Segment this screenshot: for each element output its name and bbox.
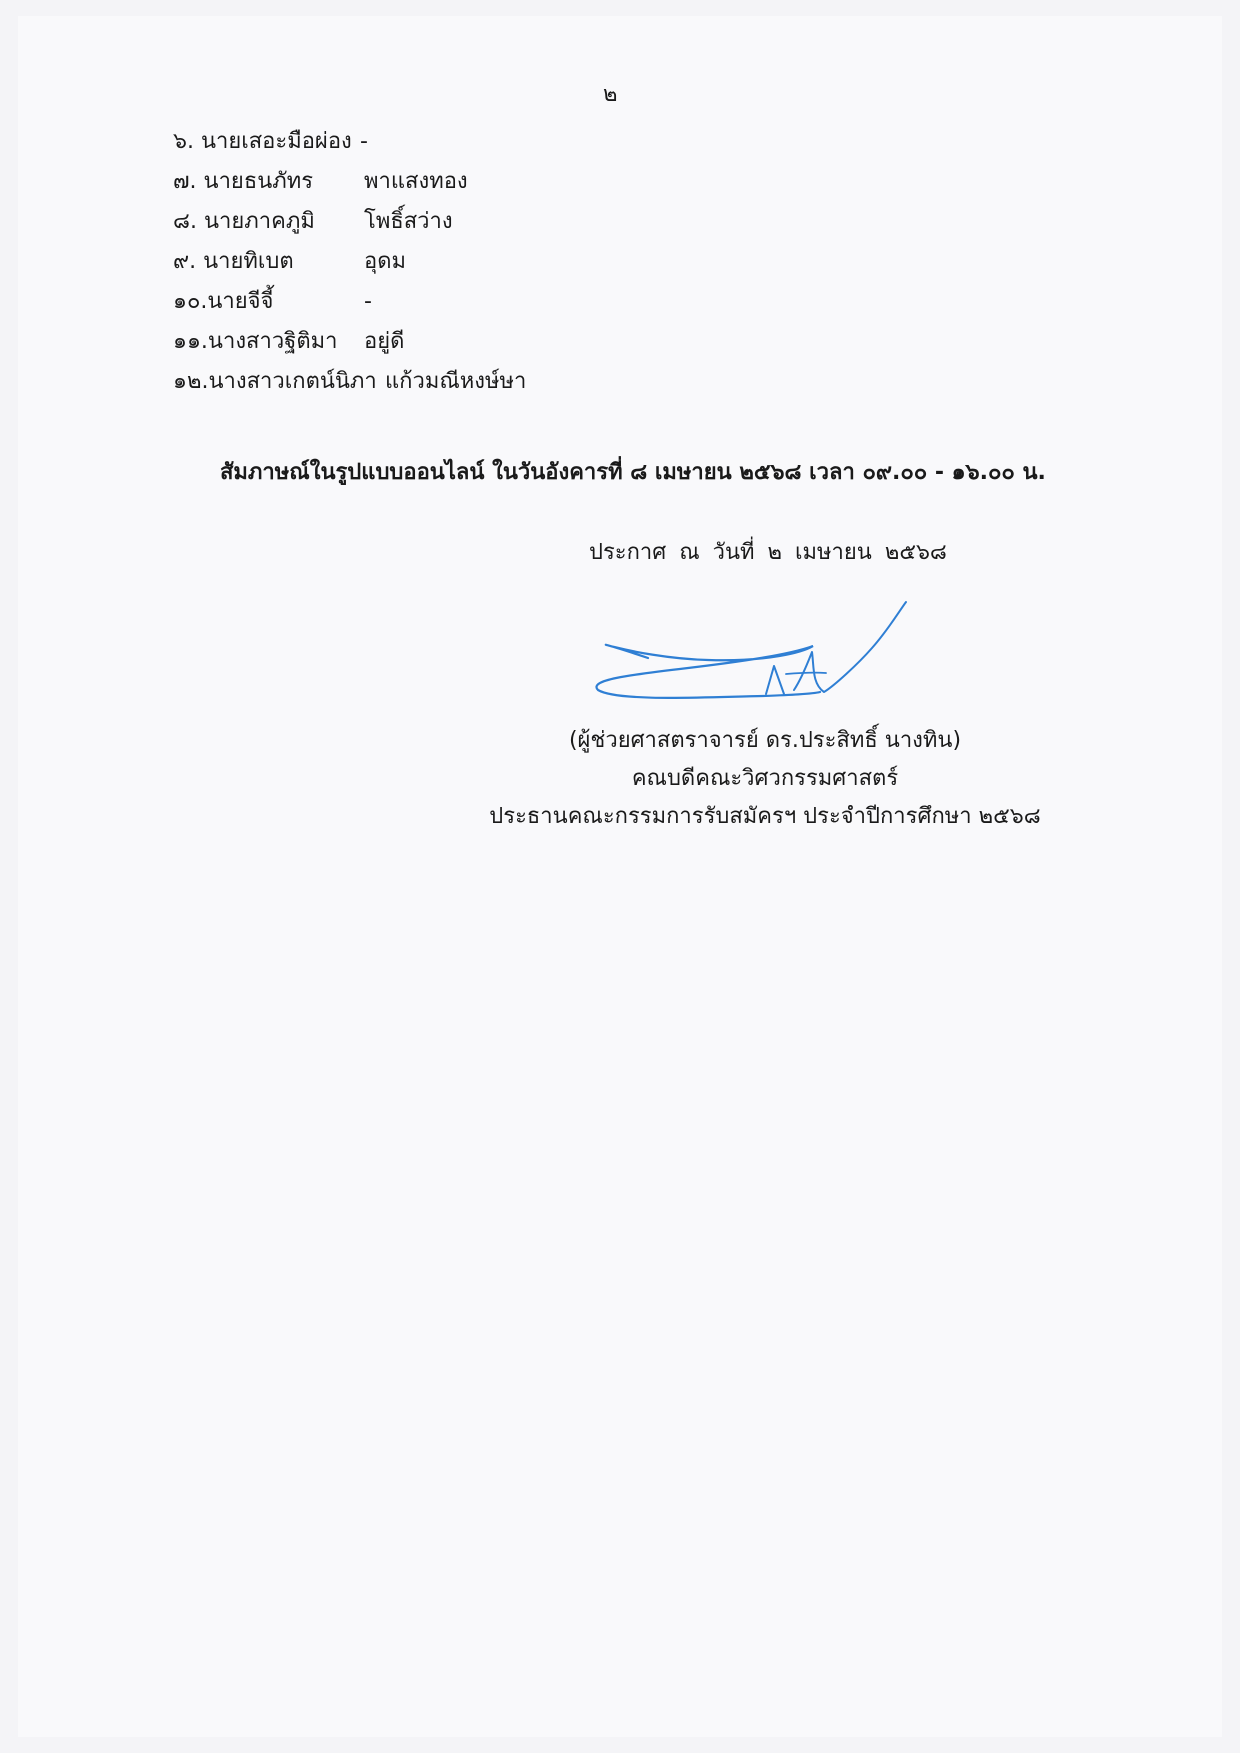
candidate-name: ๑๐.นายจีจี้ [173,289,274,314]
candidate-name: ๙. นายทิเบต [173,249,294,274]
signatory-position: คณบดีคณะวิศวกรรมศาสตร์ [631,766,899,791]
candidate-list [173,122,773,402]
handwritten-signature [588,600,908,710]
signatory-name: (ผู้ช่วยศาสตราจารย์ ดร.ประสิทธิ์ นางทิน) [568,728,962,753]
candidate-name: ๘. นายภาคภูมิ [173,209,315,234]
signature-letter-stroke [766,666,784,694]
candidate-row [173,162,773,202]
candidate-name: ๑๒.นางสาวเกตน์นิภา [173,369,377,394]
candidate-surname: พาแสงทอง [364,169,468,194]
candidate-surname: - [364,289,372,314]
signature-block [460,722,1070,836]
candidate-row [173,242,773,282]
candidate-surname: แก้วมณีหงษ์ษา [385,369,527,394]
candidate-row [173,202,773,242]
candidate-row [173,322,773,362]
signatory-role: ประธานคณะกรรมการรับสมัครฯ ประจำปีการศึกษา ๒๕๖๘ [489,804,1041,829]
candidate-row [173,122,773,162]
candidate-name: ๗. นายธนภัทร [173,169,314,194]
candidate-surname: อุดม [364,249,407,274]
candidate-surname: โพธิ์สว่าง [364,209,453,234]
announcement-date: ประกาศ ณ วันที่ ๒ เมษายน ๒๕๖๘ [589,540,947,565]
interview-notice: สัมภาษณ์ในรูปแบบออนไลน์ ในวันอังคารที่ ๘ เมษายน ๒๕๖๘ เวลา ๐๙.๐๐ - ๑๖.๐๐ น. [220,460,1046,485]
page-number: ๒ [603,82,618,107]
candidate-name: ๑๑.นางสาวฐิติมา [173,329,338,354]
candidate-name: ๖. นายเสอะมือผ่อง [173,129,352,154]
candidate-row [173,362,773,402]
signature-loop-stroke [596,645,820,698]
candidate-row [173,282,773,322]
signature-cross-stroke [786,673,826,674]
candidate-surname: อยู่ดี [364,329,405,354]
candidate-surname: - [360,129,368,154]
